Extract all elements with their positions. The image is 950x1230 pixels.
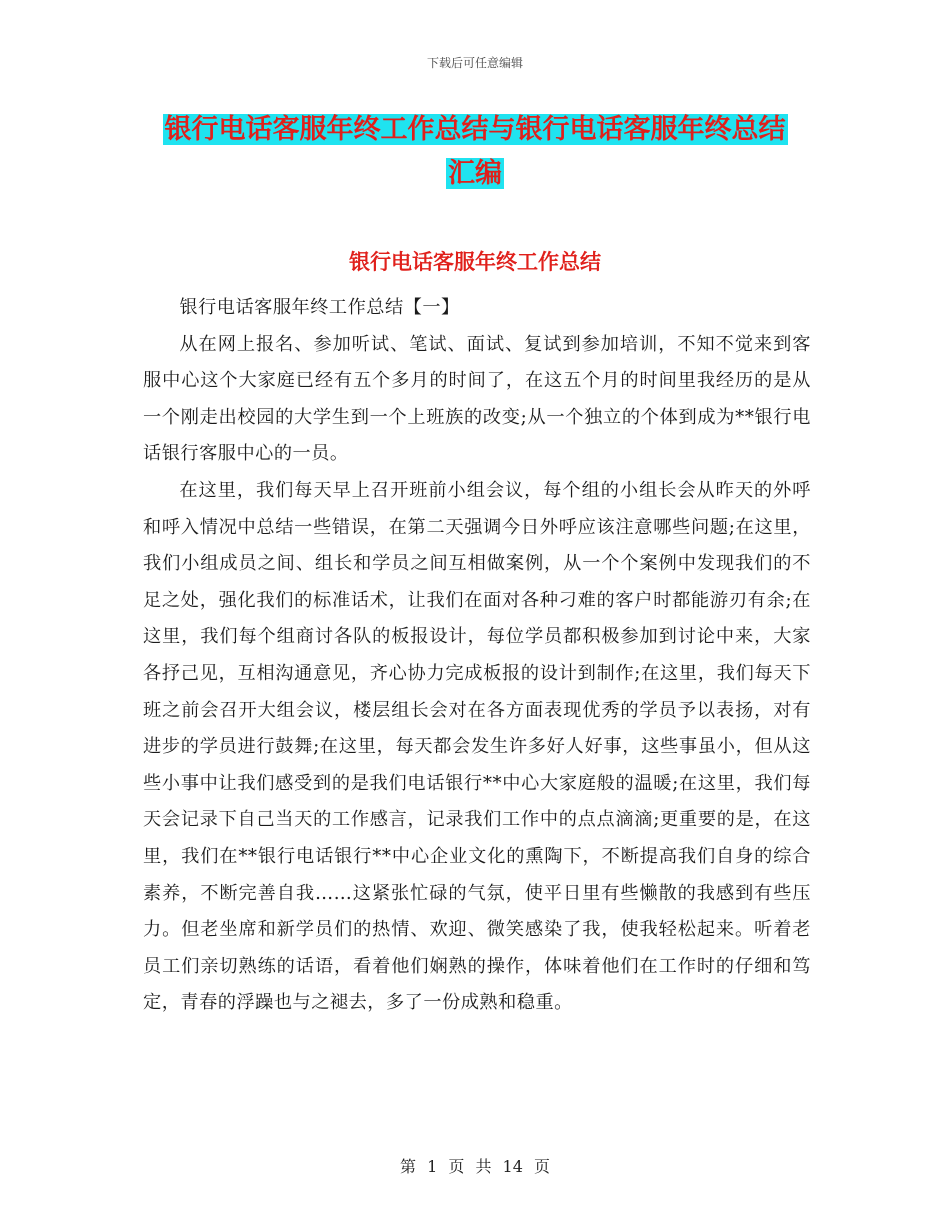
title-line-2: 汇编 [448, 158, 502, 189]
paragraph-heading: 银行电话客服年终工作总结【一】 [179, 297, 460, 318]
paragraph: 从在网上报名、参加听试、笔试、面试、复试到参加培训，不知不觉来到客服中心这个大家庭已经有五个多月的时间了，在这五个月的时间里我经历的是从一个刚走出校园的大学生到一个上班族的改变;从一个独立的个体到成为**银行电话银行客服中心的一员。 [143, 333, 811, 465]
header-note: 下载后可任意编辑 [426, 56, 523, 70]
title-line-1: 银行电话客服年终工作总结与银行电话客服年终总结 [164, 114, 786, 145]
document-title [0, 108, 950, 196]
section-title: 银行电话客服年终工作总结 [349, 250, 601, 274]
document-body [143, 290, 811, 1022]
paragraph: 在这里，我们每天早上召开班前小组会议，每个组的小组长会从昨天的外呼和呼入情况中总结一些错误，在第二天强调今日外呼应该注意哪些问题;在这里，我们小组成员之间、组长和学员之间互相做案例，从一个个案例中发现我们的不足之处，强化我们的标准话术，让我们在面对各种刁难的客户时都能游刃有余;在这里，我们每个组商讨各队的板报设计，每位学员都积极参加到讨论中来，大家各抒己见，互相沟通意见，齐心协力完成板报的设计到制作;在这里，我们每天下班之前会召开大组会议，楼层组长会对在各方面表现优秀的学员予以表扬，对有进步的学员进行鼓舞;在这里，每天都会发生许多好人好事，这些事虽小，但从这些小事中让我们感受到的是我们电话银行**中心大家庭般的温暖;在这里，我们每天会记录下自己当天的工作感言，记录我们工作中的点点滴滴;更重要的是，在这里，我们在**银行电话银行**中心企业文化的熏陶下，不断提高我们自身的综合素养，不断完善自我……这紧张忙碌的气氛，使平日里有些懒散的我感到有些压力。但老坐席和新学员们的热情、欢迎、微笑感染了我，使我轻松起来。听着老员工们亲切熟练的话语，看着他们娴熟的操作，体味着他们在工作时的仔细和笃定，青春的浮躁也与之褪去，多了一份成熟和稳重。 [143, 479, 811, 1014]
page-footer: 第 1 页 共 14 页 [400, 1157, 550, 1176]
